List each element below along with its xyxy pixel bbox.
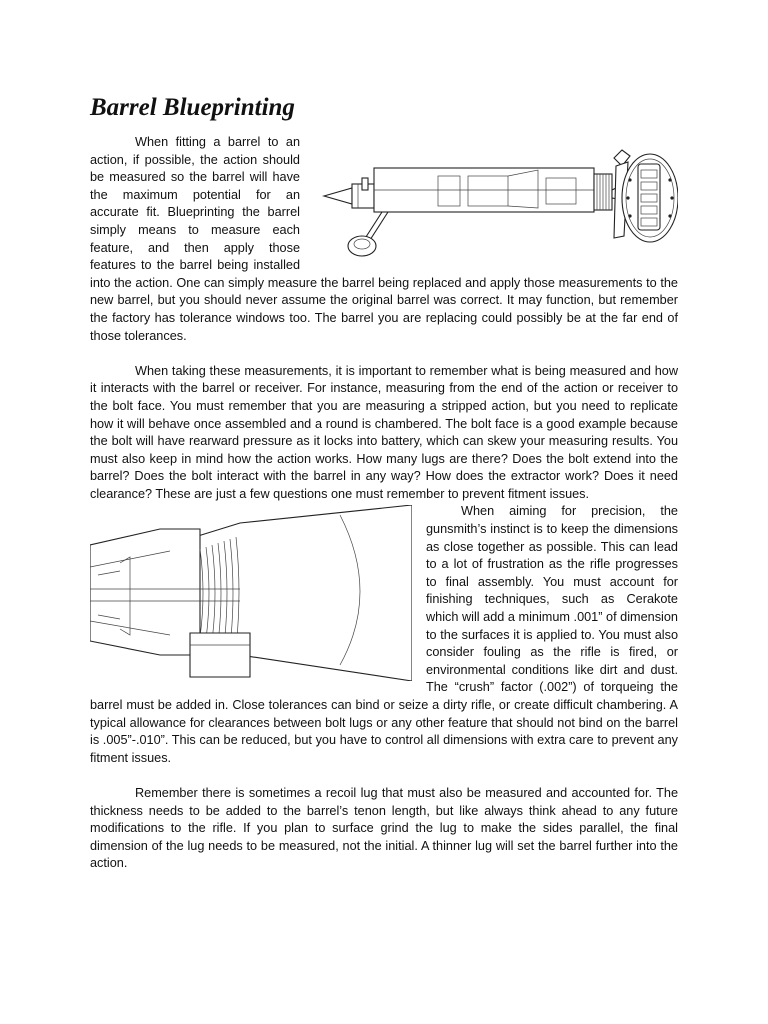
page-title: Barrel Blueprinting [90,94,295,121]
figure-barrel-tenon [90,505,412,681]
figure-action-indicator [318,138,678,260]
action-and-dial-indicator-illustration [318,138,678,260]
paragraph-3: When aiming for precision, the gunsmith’s instinct is to keep the dimensions as close together as possible. This can lead to a lot of frustration as the rifle progresses to final assembly. You must account for finishing techniques, such as Cerakote which will add a minimum .001” of dimension to the surfaces it is applied to. You must also consider fouling as the rifle is fired, or environmental conditions like dirt and dust. The “crush” factor (.002”) of torqueing the barrel must be added in. Close tolerances can bind or seize a dirty rifle, or create difficult chambering. A typical allowance for clearances between bolt lugs or any other feature that should not bind on the barrel is .005”-.010”. This can be reduced, but you have to control all dimensions with extra care to prevent any fitment issues. [90,504,678,765]
paragraph-4: Remember there is sometimes a recoil lug that must also be measured and accounted for. The thickness needs to be added to the barrel’s tenon length, but like always think ahead to any future modifications to the rifle. If you plan to surface grind the lug to make the sides parallel, the final dimension of the lug needs to be measured, not the initial. A thinner lug will set the barrel further into the action. [90,785,678,871]
barrel-tenon-cutaway-illustration [90,505,412,681]
paragraph-1: When fitting a barrel to an action, if possible, the action should be measured so the barrel will have the maximum potential for an accurate fit. Blueprinting the barrel simply means to measure each feature, and then apply those features to the barrel being installed into the action. One can simply measure the barrel being replaced and apply those measurements to the new barrel, but you should never assume the original barrel was correct. It may function, but remember the factory has tolerance windows too. The barrel you are replacing could possibly be at the far end of those tolerances. [90,135,678,343]
paragraph-2: When taking these measurements, it is important to remember what is being measured and how it interacts with the barrel or receiver. For instance, measuring from the end of the action or receiver to the bolt face. You must remember that you are measuring a stripped action, but you need to replicate how it will behave once assembled and a round is chambered. The bolt face is a good example because the bolt will have rearward pressure as it locks into battery, which can skew your measuring results. You must also keep in mind how the action works. How many lugs are there? Does the bolt extend into the barrel? Does the bolt interact with the barrel in any way? How does the extractor work? Does it need clearance? These are just a few questions one must remember to prevent fitment issues. [90,363,678,501]
article-body [90,134,678,891]
